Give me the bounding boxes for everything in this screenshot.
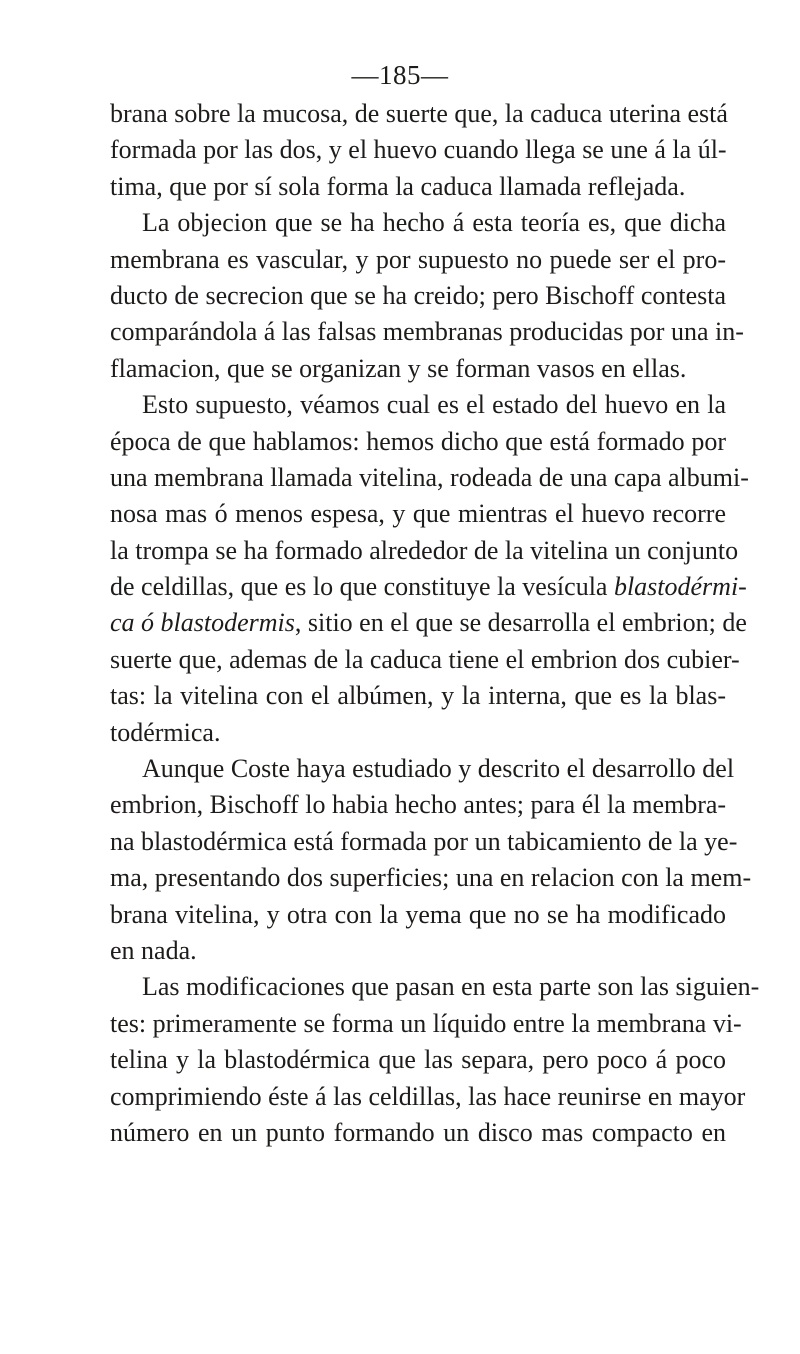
text-line: ma, presentando dos superficies; una en relacion con la mem- (110, 863, 752, 893)
text-line: época de que hablamos: hemos dicho que está formado por (110, 426, 726, 456)
italic-term: blastodérmi- (613, 572, 747, 602)
text-line: una membrana llamada vitelina, rodeada de una capa albumi- (110, 462, 749, 492)
text-line: tas: la vitelina con el albúmen, y la interna, que es la blas- (110, 681, 726, 711)
text-line: tes: primeramente se forma un líquido entre la membrana vi- (110, 1008, 742, 1038)
text-line: nosa mas ó menos espesa, y que mientras el huevo recorre (110, 499, 726, 529)
text-line: embrion, Bischoff lo habia hecho antes; para él la membra- (110, 790, 727, 820)
text-line: na blastodérmica está formada por un tabicamiento de la ye- (110, 826, 738, 856)
text-line: telina y la blastodérmica que las separa, pero poco á poco (110, 1045, 726, 1075)
text-line-mixed (110, 605, 747, 641)
text-segment: , sitio en el que se desarrolla el embrion; de (294, 608, 747, 638)
page-number: —185— (351, 60, 449, 90)
text-line: la trompa se ha formado alrededor de la vitelina un conjunto (110, 535, 739, 565)
text-line: Las modificaciones que pasan en esta parte son las siguien- (142, 972, 760, 1002)
text-line: Esto supuesto, véamos cual es el estado del huevo en la (142, 390, 726, 420)
body-text (110, 96, 760, 1151)
text-line: suerte que, ademas de la caduca tiene el embrion dos cubier- (110, 644, 740, 674)
italic-term: ca ó blastodermis (110, 608, 295, 638)
text-line: todérmica. (110, 717, 221, 747)
text-line: comprimiendo éste á las celdillas, las hace reunirse en mayor (110, 1081, 746, 1111)
text-line: en nada. (110, 935, 197, 965)
text-line: formada por las dos, y el huevo cuando llega se une á la úl- (110, 135, 727, 165)
text-line: ducto de secrecion que se ha creido; pero Bischoff contesta (110, 280, 726, 310)
text-line: número en un punto formando un disco mas compacto en (110, 1117, 726, 1147)
text-line: brana sobre la mucosa, de suerte que, la caduca uterina está (110, 99, 728, 128)
text-line: Aunque Coste haya estudiado y descrito el desarrollo del (142, 754, 735, 784)
text-line-mixed (110, 569, 747, 605)
text-line: La objecion que se ha hecho á esta teoría es, que dicha (142, 208, 726, 238)
text-line: tima, que por sí sola forma la caduca llamada reflejada. (110, 171, 686, 201)
text-line: flamacion, que se organizan y se forman vasos en ellas. (110, 353, 687, 383)
text-line: comparándola á las falsas membranas producidas por una in- (110, 317, 744, 347)
text-line: brana vitelina, y otra con la yema que no se ha modificado (110, 899, 726, 929)
text-line: membrana es vascular, y por supuesto no puede ser el pro- (110, 244, 726, 274)
text-segment: de celdillas, que es lo que constituye la vesícula (110, 572, 608, 602)
